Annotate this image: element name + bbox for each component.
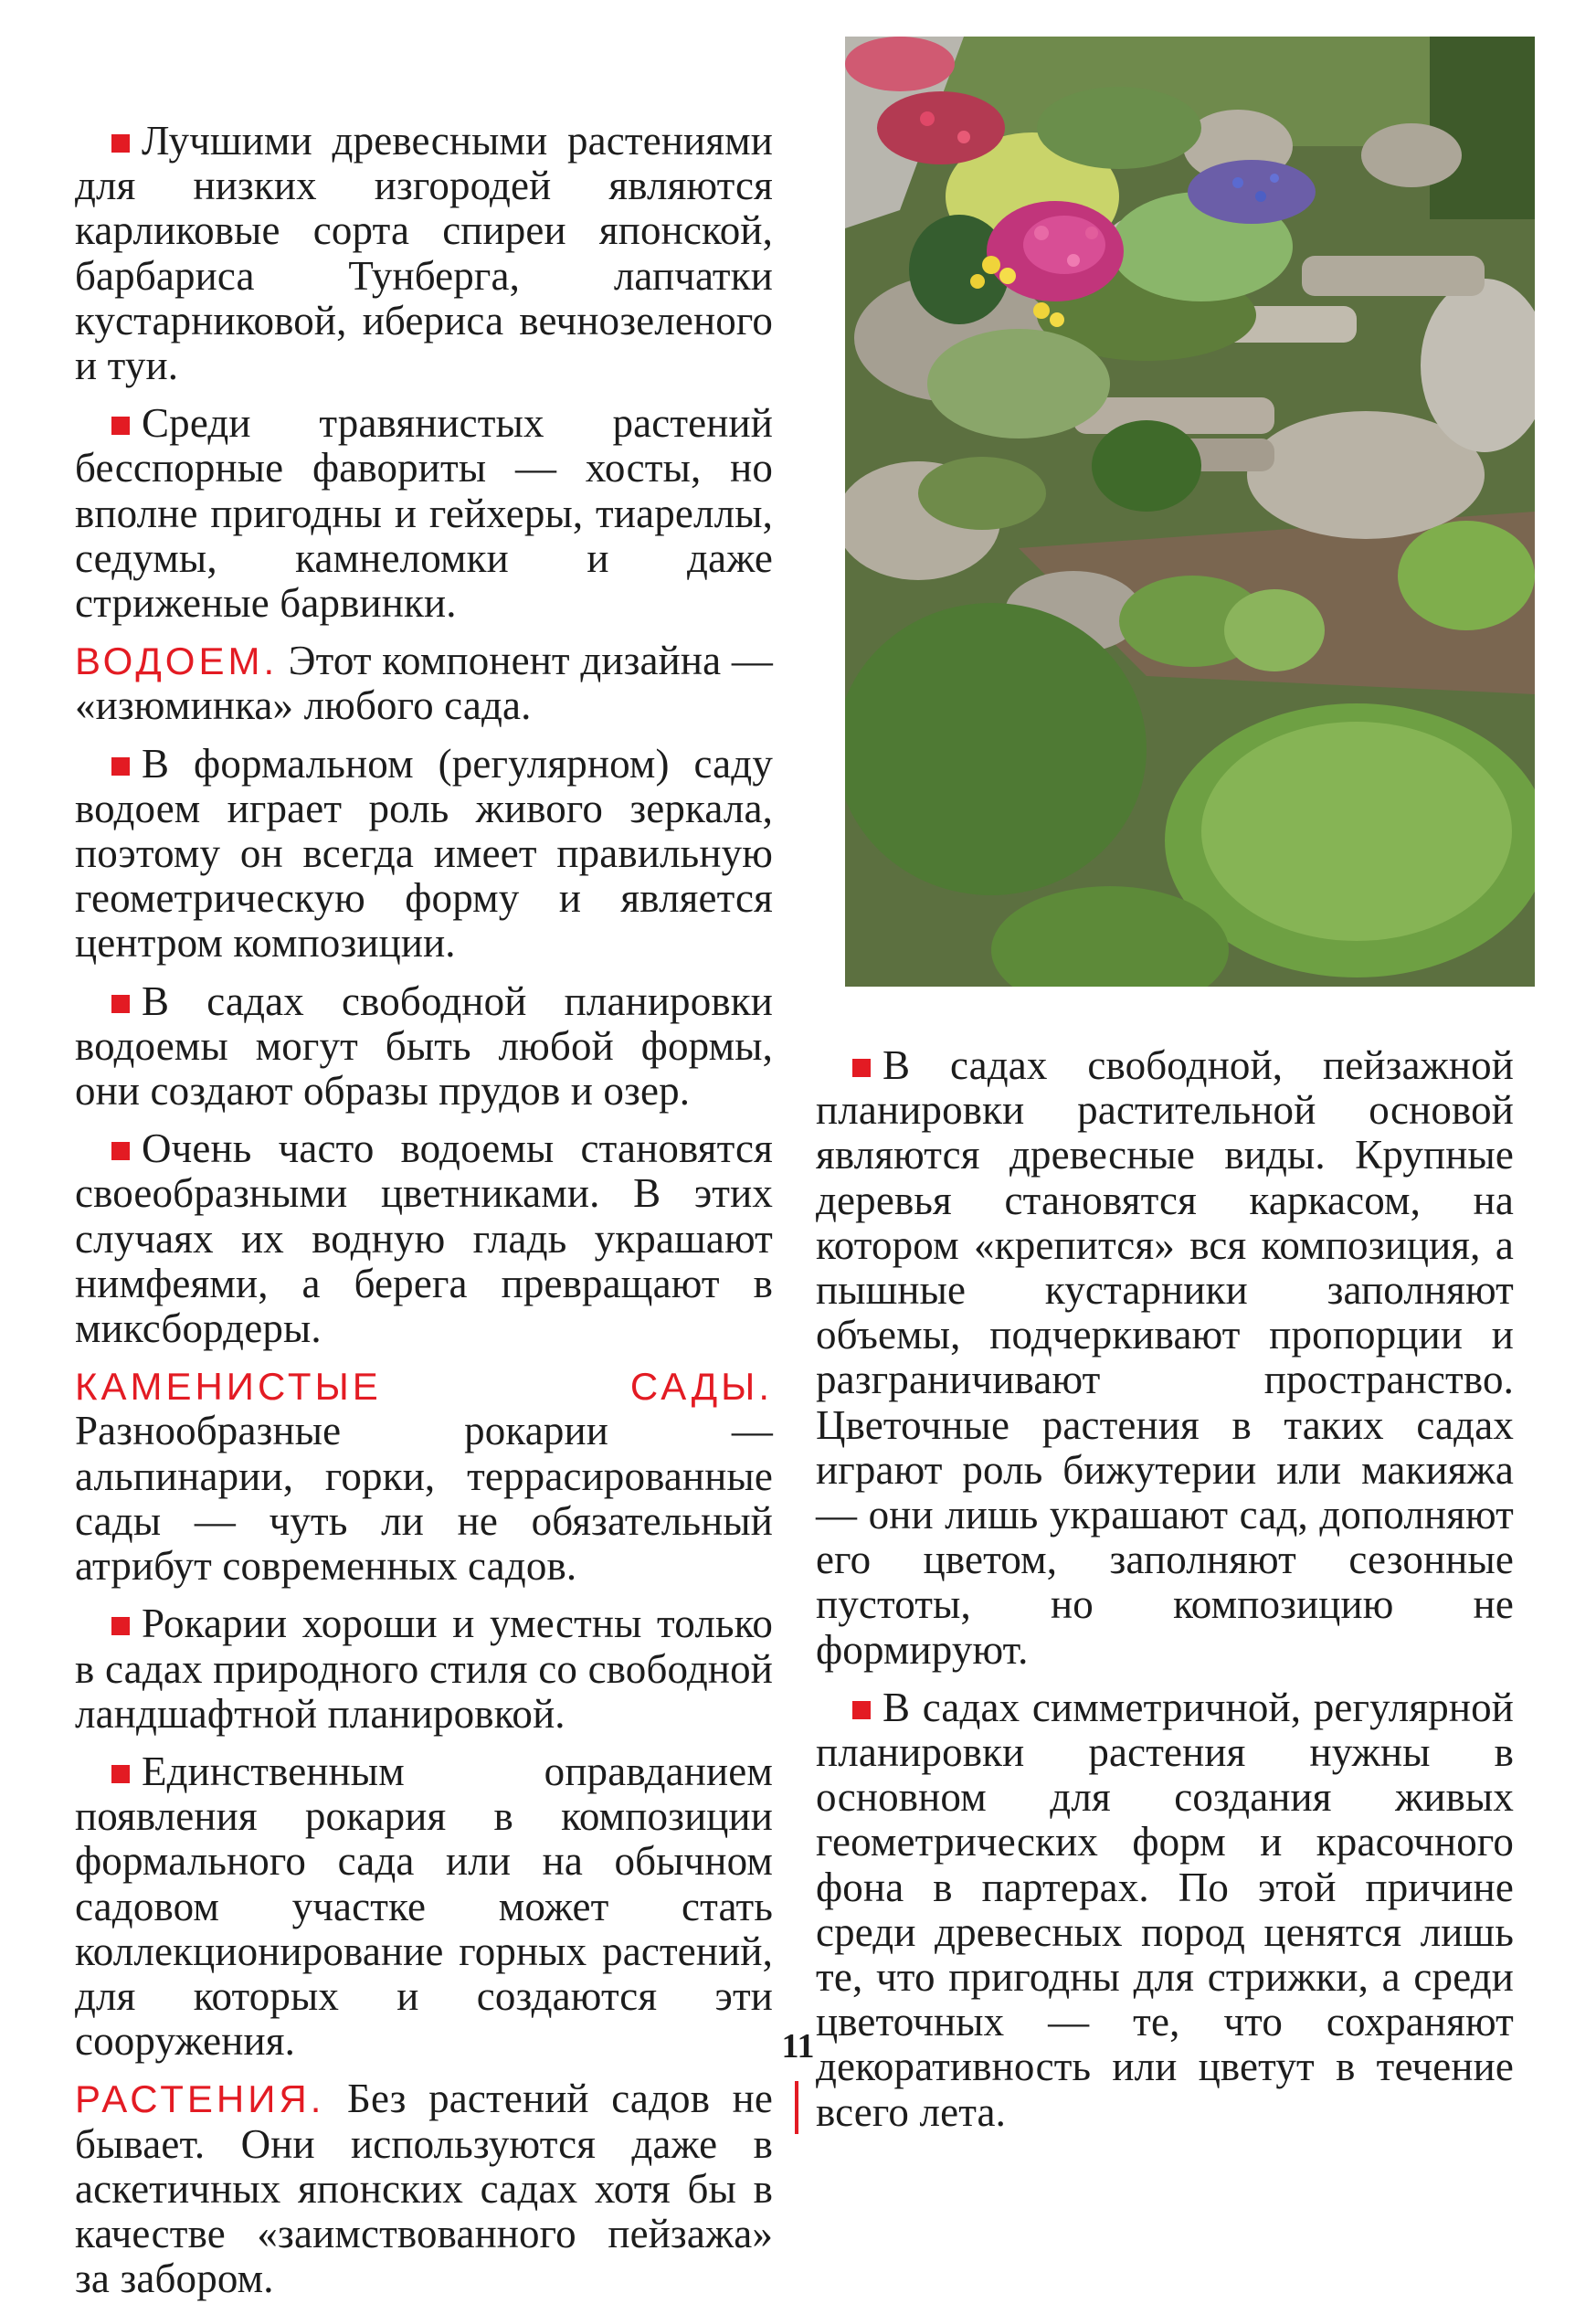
red-square-bullet-icon: [111, 1617, 130, 1635]
red-square-bullet-icon: [111, 1142, 130, 1160]
paragraph-text: Очень часто водоемы становятся своеобразными цветниками. В этих случаях их водную гладь украшают нимфеями, а берега превращают в миксбордеры.: [75, 1125, 773, 1352]
red-square-bullet-icon: [111, 995, 130, 1013]
section-heading-stone-gardens: КАМЕНИСТЫЕ САДЫ.: [75, 1365, 773, 1409]
red-square-bullet-icon: [852, 1701, 871, 1719]
paragraph: [75, 1126, 773, 1351]
paragraph: [75, 401, 773, 626]
paragraph: [75, 979, 773, 1115]
paragraph-text: Среди травянистых растений бесспорные фавориты — хосты, но вполне пригодны и гейхеры, тиареллы, седумы, камнеломки и даже стриженые барвинки.: [75, 400, 773, 627]
rock-garden-photo: [845, 37, 1535, 987]
paragraph-text: В садах симметричной, регулярной планировки растения нужны в основном для создания живых геометрических форм и красочного фона в партерах. По этой причине среди древесных пород ценятся лишь те, что пригодны для стрижки, а среди цветочных — те, что сохраняют декоративность или цветут в течение всего лета.: [816, 1684, 1514, 2135]
right-column: [816, 1043, 1514, 2148]
paragraph: [816, 1685, 1514, 2135]
page-marker-line: [795, 2081, 798, 2134]
left-column: [75, 119, 773, 2314]
paragraph-text: Рокарии хороши и уместны только в садах природного стиля со свободной ландшафтной планировкой.: [75, 1601, 773, 1737]
paragraph-text: Единственным оправданием появления рокария в композиции формального сада или на обычном садовом участке может стать коллекционирование горных растений, для которых и создаются эти сооружения.: [75, 1748, 773, 2065]
page-number: 11: [781, 2027, 815, 2066]
red-square-bullet-icon: [111, 757, 130, 776]
paragraph-text: В садах свободной планировки водоемы могут быть любой формы, они создают образы прудов и озер.: [75, 977, 773, 1115]
section-text: Разнообразные рокарии — альпинарии, горки, террасированные сады — чуть ли не обязательный атрибут современных садов.: [75, 1408, 773, 1590]
paragraph: [75, 119, 773, 388]
red-square-bullet-icon: [111, 417, 130, 435]
paragraph: [75, 1601, 773, 1737]
paragraph-text: Лучшими древесными растениями для низких изгородей являются карликовые сорта спиреи японской, барбариса Тунберга, лапчатки кустарниковой, ибериса вечнозеленого и туи.: [75, 118, 773, 389]
section-text: Без растений садов не бывает. Они используются даже в аскетичных японских садах хотя бы в качестве «заимствованного пейзажа» за забором.: [75, 2076, 773, 2302]
paragraph: [75, 1749, 773, 2064]
section-heading-plants: РАСТЕНИЯ.: [75, 2077, 325, 2121]
paragraph-text: В формальном (регулярном) саду водоем играет роль живого зеркала, поэтому он всегда имеет правильную геометрическую форму и является центром композиции.: [75, 740, 773, 967]
red-square-bullet-icon: [111, 134, 130, 153]
section-heading-vodoem: ВОДОЕМ.: [75, 639, 279, 683]
red-square-bullet-icon: [852, 1059, 871, 1077]
section-stone-gardens: [75, 1364, 773, 1589]
paragraph-text: В садах свободной, пейзажной планировки растительной основой являются древесные виды. Крупные деревья становятся каркасом, на котором «крепится» вся композиция, а пышные кустарники заполняют объемы, подчеркивают пропорции и разграничивают пространство. Цветочные растения в таких садах играют роль бижутерии или макияжа — они лишь украшают сад, дополняют его цветом, заполняют сезонные пустоты, но композицию не формируют.: [816, 1042, 1514, 1673]
section-vodoem: [75, 639, 773, 728]
section-text: Этот компонент дизайна — «изюминка» любого сада.: [75, 638, 773, 729]
paragraph: [75, 742, 773, 967]
paragraph: [816, 1043, 1514, 1673]
red-square-bullet-icon: [111, 1765, 130, 1783]
section-plants: [75, 2076, 773, 2301]
